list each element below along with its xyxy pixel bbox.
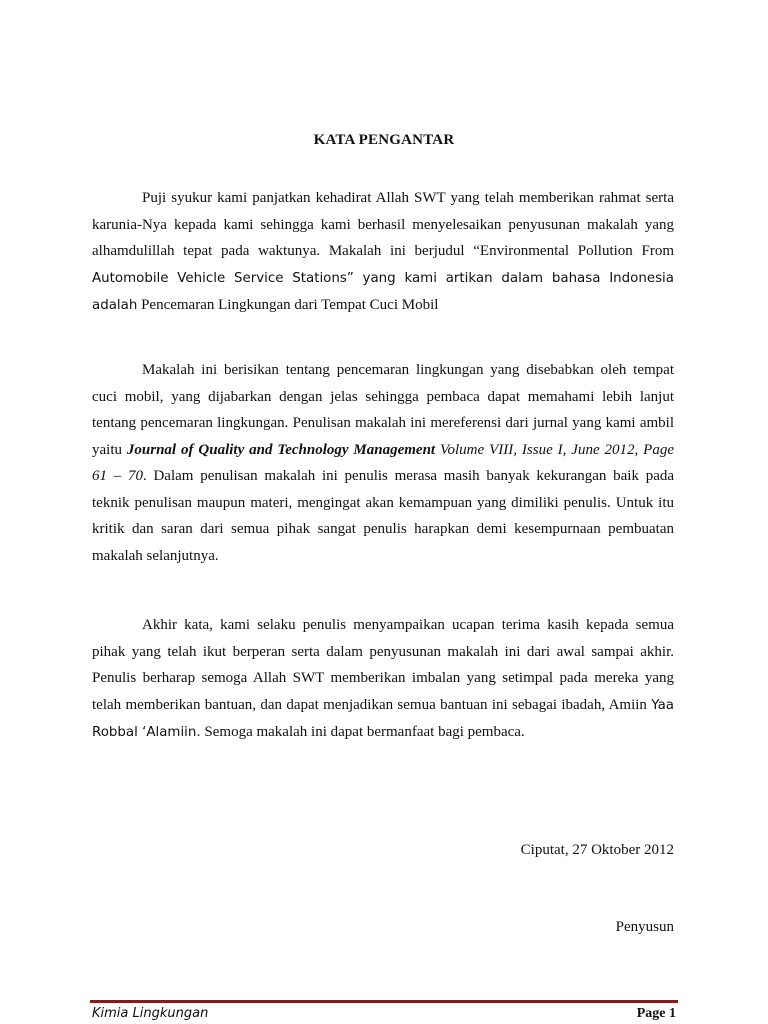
author-signature: Penyusun — [615, 919, 674, 935]
page-title: KATA PENGANTAR — [313, 132, 455, 148]
paragraph-3 — [92, 612, 674, 747]
footer-course-name: Kimia Lingkungan — [92, 1006, 209, 1021]
paragraph-1-text-sans: Automobile Vehicle Service Stations” yang kami artikan dalam bahasa Indonesia adalah — [92, 270, 674, 313]
paragraph-1-text-b: Pencemaran Lingkungan dari Tempat Cuci Mobil — [137, 297, 439, 313]
paragraph-2 — [92, 357, 674, 569]
paragraph-3-text-sans: Yaa Robbal ‘Alamiin. — [92, 697, 674, 740]
paragraph-1 — [92, 185, 674, 320]
paragraph-3-text-a: Akhir kata, kami selaku penulis menyampaikan ucapan terima kasih kepada semua pihak yang telah ikut berperan serta dalam penyusunan makalah ini dari awal sampai akhir. Penulis berharap semoga Allah SWT memberikan imbalan yang setimpal pada mereka yang telah memberikan bantuan, dan dapat menjadikan semua bantuan ini sebagai ibadah, Amiin — [92, 617, 674, 713]
journal-issue: Volume VIII, Issue I, June 2012, Page 61 – 70 — [92, 441, 674, 484]
paragraph-2-text-a: Makalah ini berisikan tentang pencemaran lingkungan yang disebabkan oleh tempat cuci mobil, yang dijabarkan dengan jelas sehingga pembaca dapat memahami lebih lanjut tentang pencemaran lingkungan. Penulisan makalah ini mereferensi dari jurnal yang kami ambil yaitu — [92, 362, 674, 458]
paragraph-3-text-b: Semoga makalah ini dapat bermanfaat bagi pembaca. — [200, 724, 525, 740]
date-line: Ciputat, 27 Oktober 2012 — [520, 842, 674, 858]
paragraph-1-text-a: Puji syukur kami panjatkan kehadirat Allah SWT yang telah memberikan rahmat serta karunia-Nya kepada kami sehingga kami berhasil menyelesaikan penyusunan makalah yang alhamdulillah tepat pada waktunya. Makalah ini berjudul “Environmental Pollution From — [92, 190, 674, 259]
footer-rule — [90, 1000, 678, 1003]
journal-title: Journal of Quality and Technology Management — [126, 441, 436, 458]
footer-page-number: Page 1 — [636, 1006, 676, 1021]
paragraph-2-text-b: . Dalam penulisan makalah ini penulis merasa masih banyak kekurangan baik pada teknik penulisan maupun materi, mengingat akan kemampuan yang dimiliki penulis. Untuk itu kritik dan saran dari semua pihak sangat penulis harapkan demi kesempurnaan pembuatan makalah selanjutnya. — [92, 468, 675, 564]
